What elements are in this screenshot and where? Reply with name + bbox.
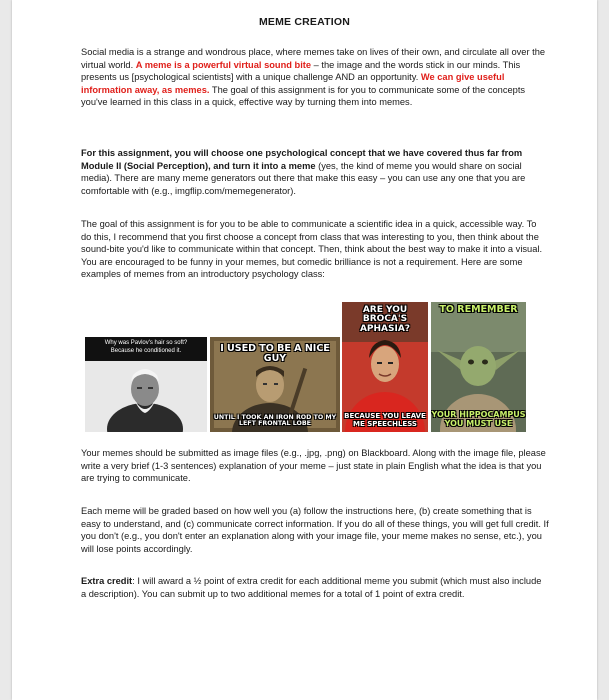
meme-pavlov — [85, 337, 207, 432]
extra-credit-label: Extra credit — [81, 576, 133, 586]
meme-pavlov-caption-line2: Because he conditioned it. — [110, 348, 182, 354]
meme-gage-bottom-caption: UNTIL I TOOK AN IRON ROD TO MY LEFT FRONTAL LOBE — [213, 413, 337, 428]
meme-yoda-bottom-caption: YOUR HIPPOCAMPUS YOU MUST USE — [431, 410, 526, 428]
meme-yoda-hippocampus — [431, 302, 526, 432]
document-page — [12, 0, 597, 700]
meme-pavlov-caption-line1: Why was Pavlov's hair so soft? — [104, 340, 188, 346]
goal-paragraph: The goal of this assignment is for you to be able to communicate a scientific idea in a quick, accessible way. To do this, I recommend that you first choose a concept from class that was interesting to you, then think about the sound-bite you'd like to communicate within that concept. Then, think about the best way to make it into a visual. You are encouraged to be funny in your memes, but comedic brilliance is not a requirement. Here are some examples of memes from an introductory psychology class: — [81, 219, 543, 280]
meme-yoda-top-caption: TO REMEMBER — [439, 304, 518, 315]
meme-phineas-gage — [210, 337, 340, 432]
highlight-meme-definition: A meme is a powerful virtual sound bite — [135, 59, 312, 70]
extra-credit-paragraph: Extra credit: I will award a ½ point of extra credit for each additional meme you submit (which must also include a description). You can submit up to two additional memes for a total of 1 point of extra credit. — [81, 576, 542, 599]
meme-brocas-top-caption: ARE YOU BROCA'S APHASIA? — [359, 305, 411, 334]
assignment-paragraph: For this assignment, you will choose one psychological concept that we have covered thus far from Module II (Social Perception), and turn it into a meme (yes, the kind of meme you would share on social media). There are many meme generators out there that make this easy – you can use any one that you are comfortable with (e.g., imgflip.com/memegenerator). — [81, 148, 526, 196]
intro-paragraph: Social media is a strange and wondrous place, where memes take on lives of their own, and circulate all over the virtual world. A meme is a powerful virtual sound bite – the image and the words stick in our minds. This presents us [psychological scientists] with a unique challenge AND an opportunity. We can give useful information away, as memes. The goal of this assignment is for you to communicate some of the concepts you've learned in this class in a quick, effective way by turning them into memes. — [81, 47, 546, 108]
grading-paragraph: Each meme will be graded based on how well you (a) follow the instructions here, (b) create something that is easy to understand, and (c) communicate correct information. If you do all of these things, you will get full credit. If you don't (e.g., you don't enter an explanation along with your image file, your meme makes no sense, etc.), you will lose points accordingly. — [81, 506, 549, 554]
highlight-useful-information: We can give useful information away, as memes. — [81, 72, 505, 95]
meme-brocas-aphasia — [342, 302, 428, 432]
submission-paragraph: Your memes should be submitted as image files (e.g., .jpg, .png) on Blackboard. Along with the image file, please write a very brief (1-3 sentences) explanation of your meme – just state in plain English what the idea is that you are trying to communicate. — [81, 448, 546, 484]
assignment-instruction: For this assignment, you will choose one psychological concept that we have covered thus far from Module II (Social Perception), and turn it into a meme — [81, 148, 523, 171]
meme-gage-top-caption: I USED TO BE A NICE GUY — [220, 343, 330, 364]
page-title: MEME CREATION — [258, 16, 351, 28]
meme-brocas-bottom-caption: BECAUSE YOU LEAVE ME SPEECHLESS — [344, 412, 426, 428]
